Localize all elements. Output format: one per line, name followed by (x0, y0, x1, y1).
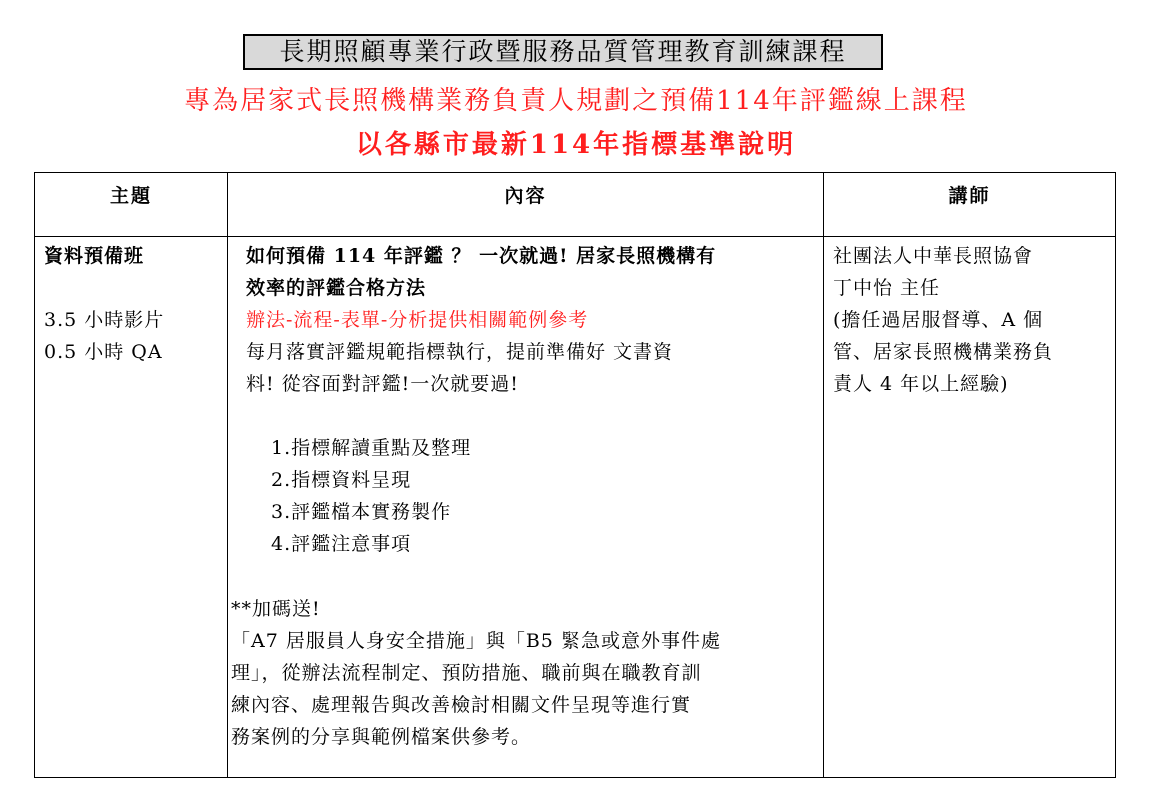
instructor-experience-3: 責人 4 年以上經驗) (833, 373, 1009, 395)
bonus-title: **加碼送! (231, 598, 321, 620)
content-item-3: 3.評鑑檔本實務製作 (271, 501, 452, 523)
course-subtitle: 專為居家式長照機構業務負責人規劃之預備114年評鑑線上課程 (184, 86, 968, 116)
instructor-cell (833, 240, 1053, 400)
bonus-line-2: 理」，從辦法流程制定、預防措施、職前與在職教育訓 (231, 662, 702, 684)
content-headline-2: 效率的評鑑合格方法 (246, 277, 427, 299)
column-divider-2 (823, 173, 824, 777)
topic-name: 資料預備班 (44, 245, 145, 267)
bonus-line-3: 練內容、處理報告與改善檢討相關文件呈現等進行實 (231, 694, 692, 716)
content-headline-1: 如何預備 114 年評鑑 ？ 一次就過! 居家長照機構有 (246, 245, 717, 267)
topic-video-duration: 3.5 小時影片 (44, 309, 165, 331)
instructor-experience-1: (擔任過居服督導、A 個 (833, 309, 1044, 331)
content-item-2: 2.指標資料呈現 (271, 469, 412, 491)
topic-qa-duration: 0.5 小時 QA (44, 341, 163, 363)
instructor-org: 社團法人中華長照協會 (833, 245, 1034, 267)
column-divider-1 (227, 173, 228, 777)
bonus-line-4: 務案例的分享與範例檔案供參考。 (231, 726, 532, 748)
topic-cell (44, 240, 164, 368)
course-title: 長期照顧專業行政暨服務品質管理教育訓練課程 (243, 34, 883, 70)
course-tagline: 以各縣市最新114年指標基準說明 (355, 130, 797, 160)
content-cell (246, 240, 716, 560)
content-item-1: 1.指標解讀重點及整理 (271, 437, 472, 459)
instructor-experience-2: 管、居家長照機構業務負 (833, 341, 1054, 363)
header-divider (35, 236, 1115, 237)
header-content: 內容 (504, 185, 547, 207)
bonus-line-1: 「A7 居服員人身安全措施」與「B5 緊急或意外事件處 (231, 630, 721, 652)
content-desc-1: 每月落實評鑑規範指標執行，提前準備好 文書資 (246, 341, 674, 363)
content-desc-2: 料! 從容面對評鑑!一次就要過! (246, 373, 519, 395)
content-method-line: 辦法-流程-表單-分析提供相關範例參考 (246, 309, 589, 331)
header-instructor: 講師 (948, 185, 991, 207)
bonus-block (231, 593, 721, 753)
header-topic: 主題 (109, 185, 152, 207)
content-item-4: 4.評鑑注意事項 (271, 533, 412, 555)
instructor-name: 丁中怡 主任 (833, 277, 941, 299)
course-table (34, 172, 1116, 778)
